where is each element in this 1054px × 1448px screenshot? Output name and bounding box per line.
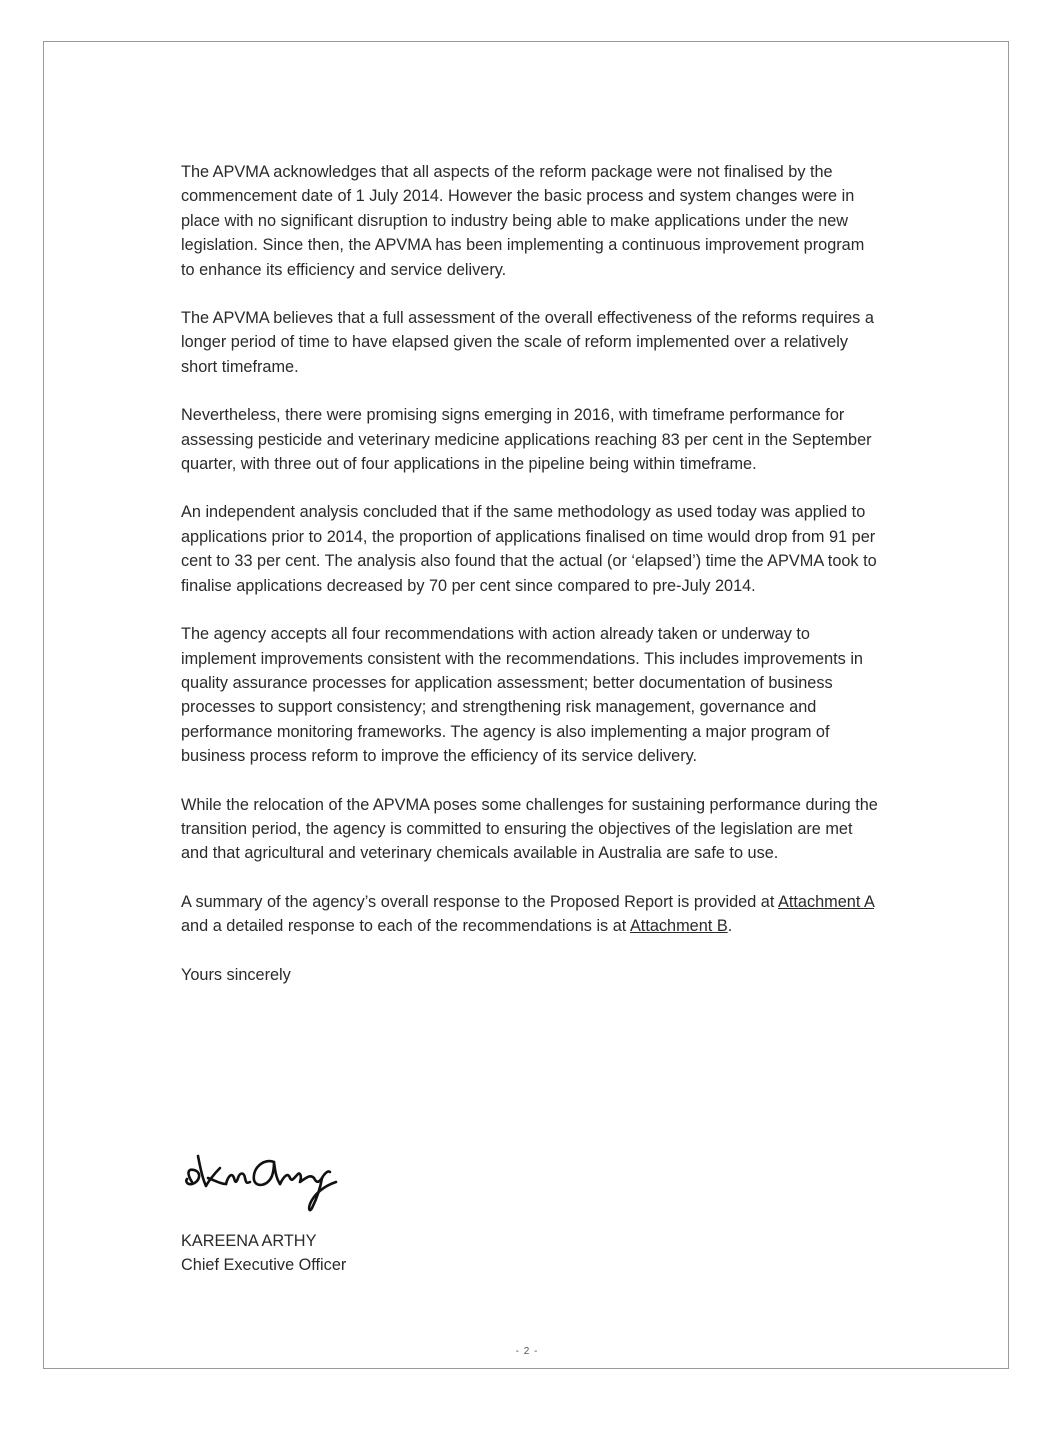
signatory-block xyxy=(181,1229,346,1278)
summary-middle-text: and a detailed response to each of the recommendations is at xyxy=(181,917,630,936)
paragraph-summary xyxy=(181,890,881,939)
paragraph-relocation: While the relocation of the APVMA poses some challenges for sustaining performance during the transition period, the agency is committed to ensuring the objectives of the legislation are met and that agricultural and veterinary chemicals available in Australia are safe to use. xyxy=(181,795,878,863)
signatory-title: Chief Executive Officer xyxy=(181,1256,347,1275)
signatory-name: KAREENA ARTHY xyxy=(181,1232,317,1250)
closing-salutation: Yours sincerely xyxy=(181,965,291,984)
signature-image xyxy=(178,1138,348,1218)
page-number: - 2 - xyxy=(515,1346,539,1357)
paragraph-reform-finalisation: The APVMA acknowledges that all aspects of the reform package were not finalised by the commencement date of 1 July 2014. However the basic process and system changes were in place with no significant disruption to industry being able to make applications under the new legislation. Since then, the APVMA has been implementing a continuous improvement program to enhance its efficiency and service delivery. xyxy=(181,163,865,279)
paragraph-assessment-effectiveness: The APVMA believes that a full assessment of the overall effectiveness of the reforms requires a longer period of time to have elapsed given the scale of reform implemented over a relatively short timeframe. xyxy=(181,309,874,376)
paragraph-independent-analysis: An independent analysis concluded that if the same methodology as used today was applied to applications prior to 2014, the proportion of applications finalised on time would drop from 91 per cent to 33 per cent. The analysis also found that the actual (or ‘elapsed’) time the APVMA took to finalise applications decreased by 70 per cent since compared to pre-July 2014. xyxy=(181,503,877,595)
letter-body xyxy=(181,160,881,987)
summary-end-text: . xyxy=(727,917,733,936)
summary-intro-text: A summary of the agency’s overall response to the Proposed Report is provided at xyxy=(181,892,779,911)
attachment-b-link[interactable]: Attachment B xyxy=(629,917,728,936)
attachment-a-link[interactable]: Attachment A xyxy=(778,892,874,911)
paragraph-promising-signs: Nevertheless, there were promising signs emerging in 2016, with timeframe performance for assessing pesticide and veterinary medicine applications reaching 83 per cent in the September quarter, with three out of four applications in the pipeline being within timeframe. xyxy=(181,406,872,474)
paragraph-recommendations-accepted: The agency accepts all four recommendations with action already taken or underway to implement improvements consistent with the recommendations. This includes improvements in quality assurance processes for application assessment; better documentation of business processes to support consistency; and strengthening risk management, governance and performance monitoring frameworks. The agency is also implementing a major program of business process reform to improve the efficiency of its service delivery. xyxy=(181,625,863,766)
handwritten-signature xyxy=(178,1138,348,1218)
